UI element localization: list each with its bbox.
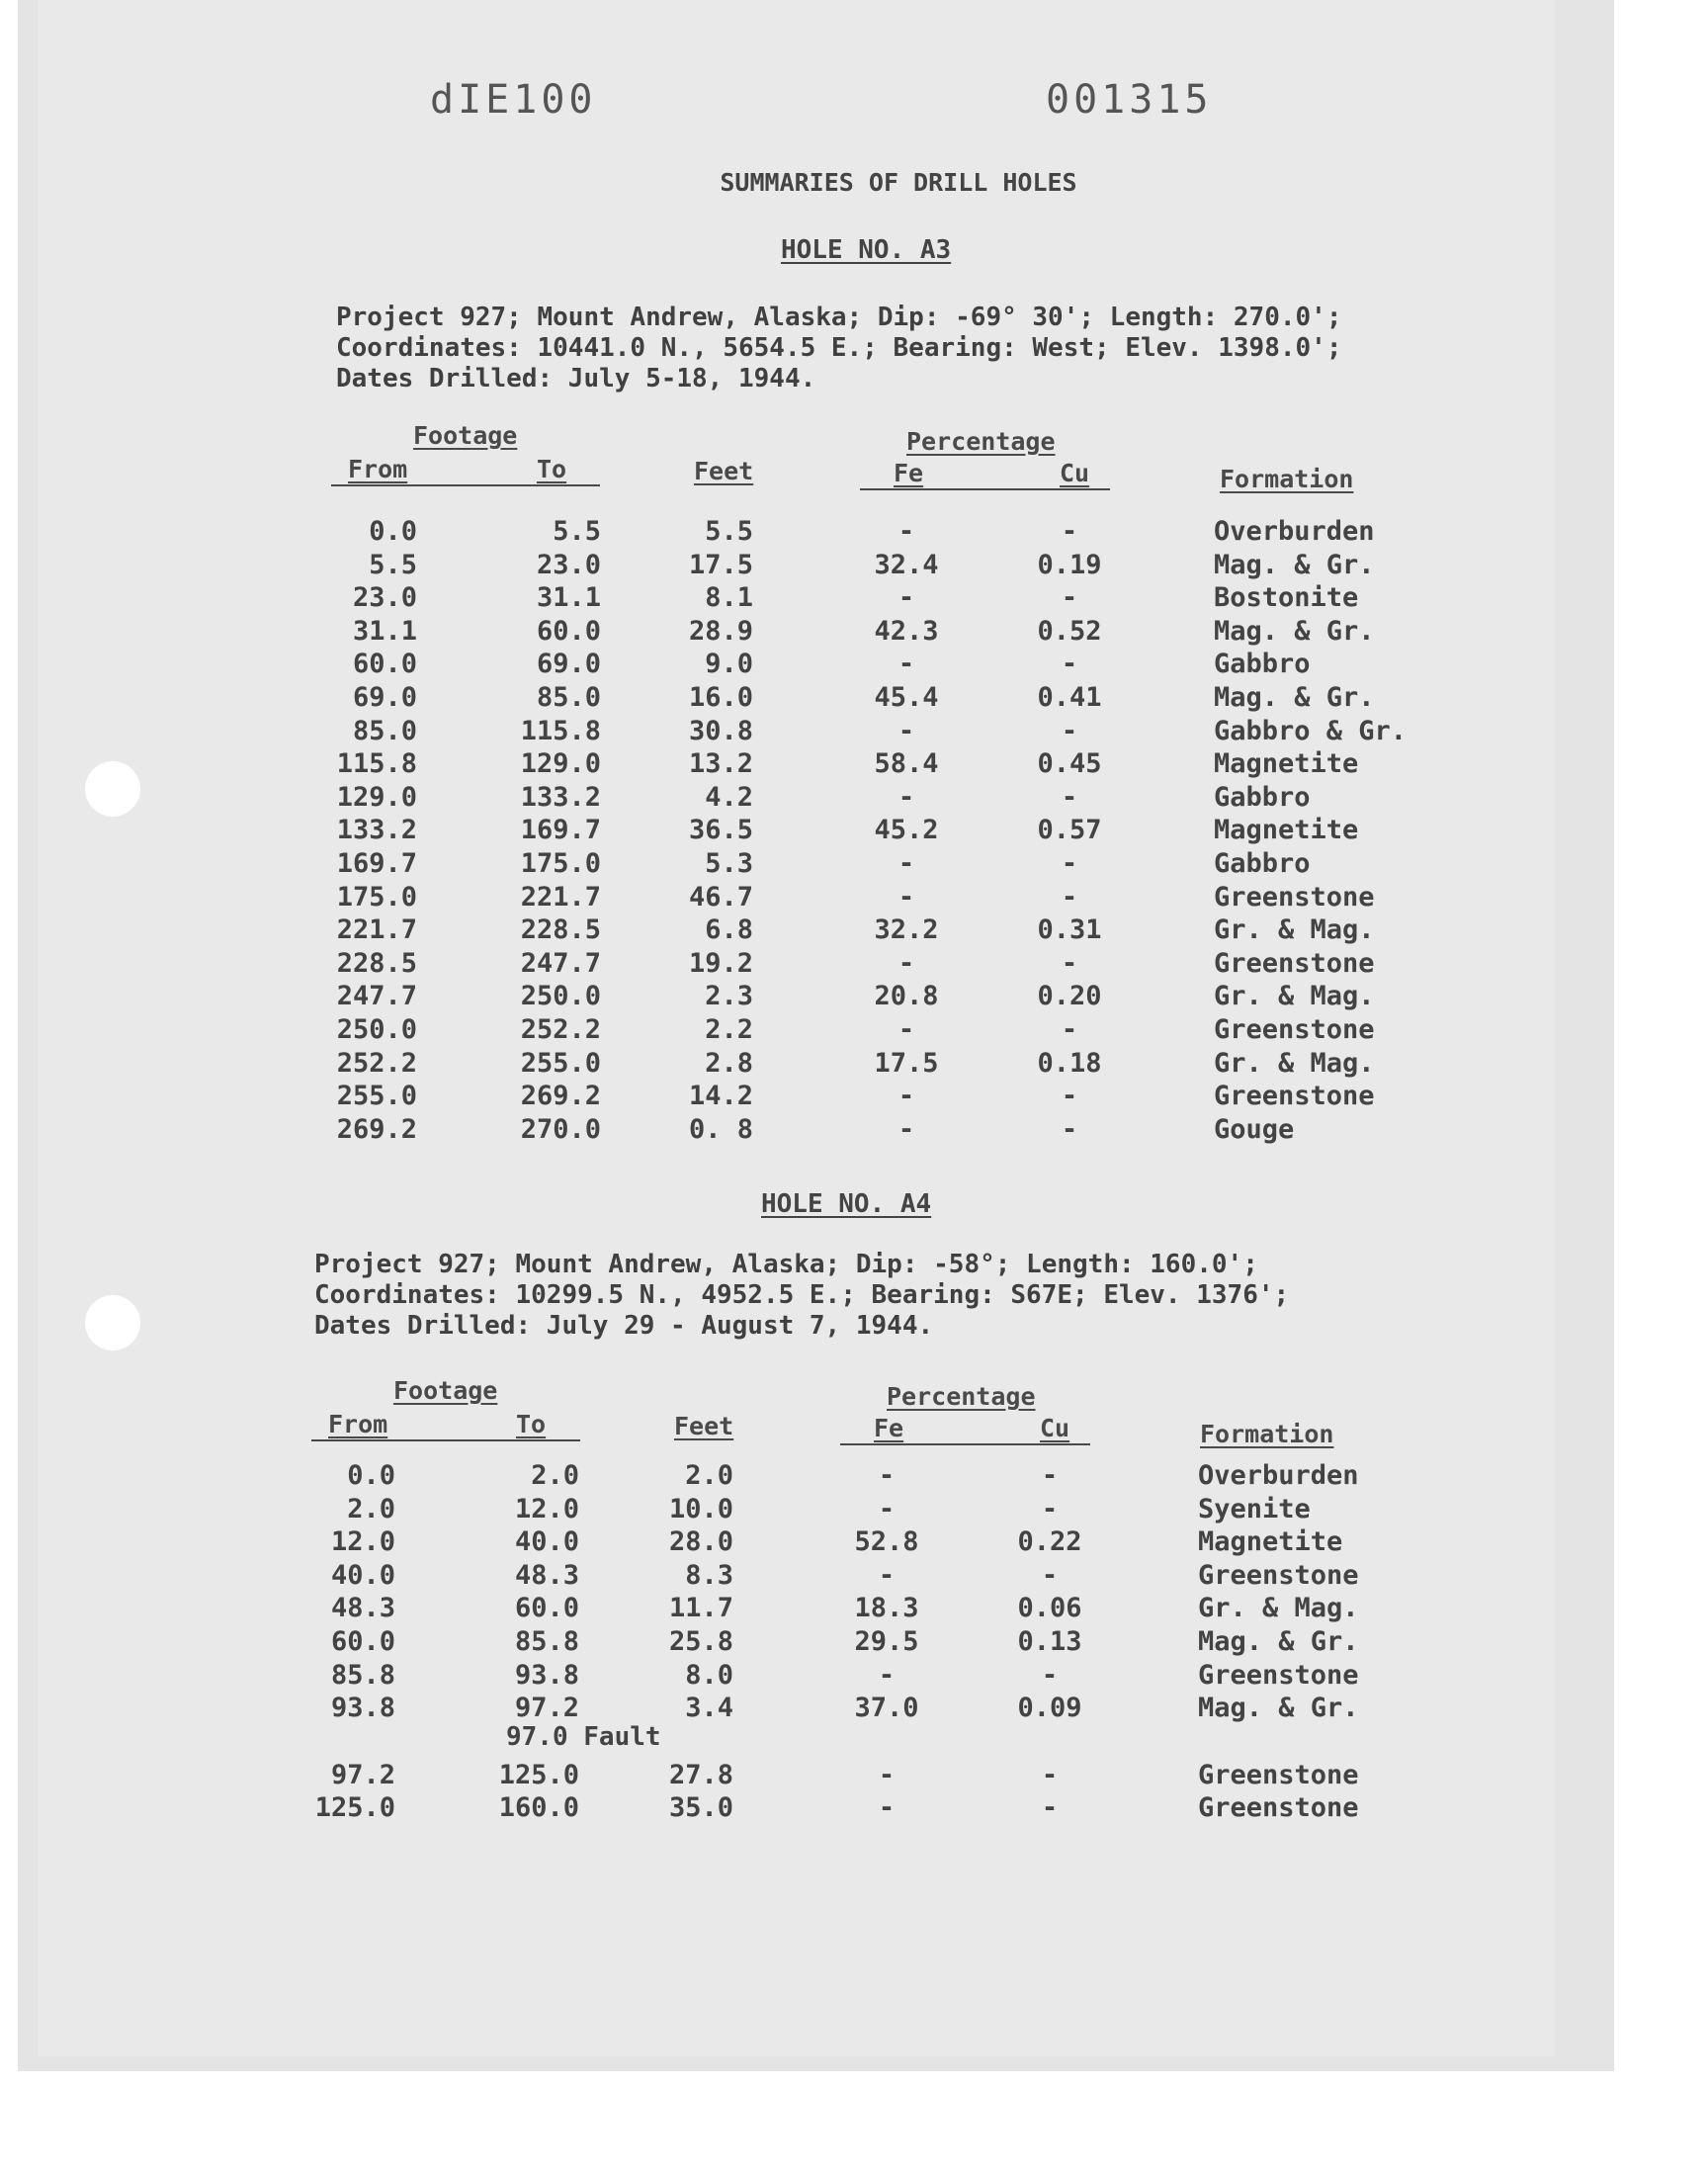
- cell-formation: Gouge: [1214, 1113, 1295, 1145]
- cell-to: 31.1: [536, 582, 601, 614]
- cell-from: 0.0: [369, 516, 417, 547]
- cell-fe: -: [878, 1759, 896, 1790]
- cell-to: 160.0: [498, 1792, 579, 1824]
- cell-from: 125.0: [314, 1792, 395, 1824]
- cell-fe: -: [878, 1493, 896, 1524]
- cell-formation: Mag. & Gr.: [1198, 1693, 1359, 1724]
- cell-to: 40.0: [514, 1526, 579, 1558]
- hole-a4-formation-header: Formation: [1200, 1420, 1334, 1448]
- table-row: [0, 1760, 1708, 1792]
- cell-to: 93.8: [514, 1659, 579, 1691]
- hole-a3-percentage-header: Percentage: [906, 427, 1056, 456]
- hole-a3-fe-header: Fe: [894, 459, 924, 487]
- cell-from: 60.0: [330, 1626, 395, 1657]
- hole-a4-info-line: Project 927; Mount Andrew, Alaska; Dip: -58°; Length: 160.0';: [314, 1250, 1258, 1279]
- cell-cu: 0.52: [1037, 615, 1102, 647]
- cell-feet: 5.5: [705, 516, 753, 547]
- cell-feet: 27.8: [668, 1759, 733, 1790]
- cell-feet: 2.0: [685, 1460, 733, 1491]
- cell-formation: Mag. & Gr.: [1214, 549, 1375, 580]
- cell-fe: -: [897, 1081, 915, 1112]
- cell-feet: 28.9: [688, 615, 753, 647]
- cell-formation: Greenstone: [1198, 1559, 1359, 1591]
- cell-fe: -: [878, 1460, 896, 1491]
- table-row: [0, 782, 1708, 815]
- cell-fe: -: [897, 582, 915, 614]
- cell-from: 252.2: [336, 1047, 417, 1079]
- hole-a4-info: [314, 1250, 1289, 1342]
- cell-formation: Greenstone: [1198, 1659, 1359, 1691]
- cell-from: 12.0: [330, 1526, 395, 1558]
- cell-cu: 0.13: [1017, 1626, 1082, 1657]
- table-row: [0, 1526, 1708, 1559]
- cell-cu: 0.45: [1037, 748, 1102, 780]
- cell-fe: 37.0: [854, 1693, 919, 1724]
- cell-feet: 13.2: [688, 748, 753, 780]
- cell-fe: 32.2: [874, 914, 939, 946]
- table-row: [0, 981, 1708, 1013]
- table-row: [0, 649, 1708, 681]
- cell-from: 69.0: [352, 682, 417, 713]
- cell-cu: -: [1061, 848, 1078, 879]
- cell-formation: Magnetite: [1198, 1526, 1343, 1558]
- cell-cu: 0.06: [1017, 1593, 1082, 1624]
- table-row: [0, 1081, 1708, 1113]
- cell-from: 221.7: [336, 914, 417, 946]
- cell-fe: 42.3: [874, 615, 939, 647]
- cell-cu: -: [1041, 1559, 1059, 1591]
- cell-from: 85.0: [352, 715, 417, 746]
- cell-cu: -: [1061, 881, 1078, 913]
- cell-fe: 52.8: [854, 1526, 919, 1558]
- cell-to: 133.2: [520, 781, 601, 813]
- cell-from: 0.0: [347, 1460, 395, 1491]
- hole-a3-title: HOLE NO. A3: [781, 235, 952, 265]
- cell-formation: Gr. & Mag.: [1214, 1047, 1375, 1079]
- cell-feet: 28.0: [668, 1526, 733, 1558]
- cell-to: 169.7: [520, 815, 601, 846]
- cell-feet: 25.8: [668, 1626, 733, 1657]
- hole-a3-info-line: Project 927; Mount Andrew, Alaska; Dip: -69° 30'; Length: 270.0';: [336, 303, 1342, 332]
- page-title: SUMMARIES OF DRILL HOLES: [720, 168, 1077, 197]
- cell-cu: 0.41: [1037, 682, 1102, 713]
- cell-feet: 19.2: [688, 947, 753, 979]
- cell-to: 85.0: [536, 682, 601, 713]
- cell-fe: 20.8: [874, 981, 939, 1012]
- cell-from: 115.8: [336, 748, 417, 780]
- cell-feet: 8.0: [685, 1659, 733, 1691]
- cell-cu: 0.19: [1037, 549, 1102, 580]
- cell-feet: 46.7: [688, 881, 753, 913]
- doc-id-left: dIE100: [430, 77, 597, 123]
- cell-to: 250.0: [520, 981, 601, 1012]
- table-row: [0, 1660, 1708, 1693]
- cell-from: 228.5: [336, 947, 417, 979]
- cell-cu: -: [1061, 582, 1078, 614]
- cell-cu: 0.22: [1017, 1526, 1082, 1558]
- cell-from: 40.0: [330, 1559, 395, 1591]
- cell-formation: Greenstone: [1214, 1014, 1375, 1045]
- table-row: [0, 1048, 1708, 1081]
- table-row: [0, 616, 1708, 649]
- fault-label: Fault: [583, 1722, 661, 1752]
- cell-fe: 45.2: [874, 815, 939, 846]
- hole-a4-fe-header: Fe: [874, 1414, 904, 1442]
- cell-to: 247.7: [520, 947, 601, 979]
- cell-from: 169.7: [336, 848, 417, 879]
- cell-formation: Overburden: [1214, 516, 1375, 547]
- cell-to: 23.0: [536, 549, 601, 580]
- cell-feet: 2.3: [705, 981, 753, 1012]
- cell-to: 2.0: [531, 1460, 579, 1491]
- cell-cu: 0.09: [1017, 1693, 1082, 1724]
- hole-a3-feet-header: Feet: [694, 457, 754, 485]
- cell-feet: 11.7: [668, 1593, 733, 1624]
- fault-depth: 97.0: [506, 1722, 568, 1752]
- cell-formation: Overburden: [1198, 1460, 1359, 1491]
- cell-cu: -: [1041, 1792, 1059, 1824]
- hole-a4-from-header: From: [328, 1410, 388, 1438]
- cell-from: 250.0: [336, 1014, 417, 1045]
- hole-a4-info-line: Coordinates: 10299.5 N., 4952.5 E.; Bearing: S67E; Elev. 1376';: [314, 1280, 1290, 1310]
- cell-formation: Mag. & Gr.: [1214, 682, 1375, 713]
- cell-to: 125.0: [498, 1759, 579, 1790]
- cell-from: 133.2: [336, 815, 417, 846]
- cell-from: 269.2: [336, 1113, 417, 1145]
- cell-fe: -: [897, 947, 915, 979]
- cell-from: 31.1: [352, 615, 417, 647]
- hole-a3-info-line: Coordinates: 10441.0 N., 5654.5 E.; Bearing: West; Elev. 1398.0';: [336, 333, 1342, 363]
- cell-cu: -: [1061, 947, 1078, 979]
- cell-to: 5.5: [553, 516, 601, 547]
- cell-fe: 58.4: [874, 748, 939, 780]
- cell-to: 270.0: [520, 1113, 601, 1145]
- cell-cu: -: [1061, 516, 1078, 547]
- cell-cu: -: [1041, 1493, 1059, 1524]
- cell-formation: Gabbro: [1214, 781, 1311, 813]
- cell-formation: Gr. & Mag.: [1214, 981, 1375, 1012]
- hole-a3-formation-header: Formation: [1220, 465, 1354, 493]
- table-row: [0, 550, 1708, 582]
- cell-cu: -: [1041, 1659, 1059, 1691]
- cell-feet: 8.1: [705, 582, 753, 614]
- cell-formation: Mag. & Gr.: [1214, 615, 1375, 647]
- cell-cu: -: [1061, 715, 1078, 746]
- hole-a3-info: [336, 303, 1341, 394]
- cell-formation: Greenstone: [1214, 1081, 1375, 1112]
- cell-feet: 0. 8: [688, 1113, 753, 1145]
- cell-cu: 0.31: [1037, 914, 1102, 946]
- cell-from: 85.8: [330, 1659, 395, 1691]
- table-row: [0, 948, 1708, 981]
- table-row: [0, 848, 1708, 881]
- table-row: [0, 914, 1708, 947]
- cell-to: 221.7: [520, 881, 601, 913]
- table-row: [0, 748, 1708, 781]
- hole-a4-footage-header: Footage: [393, 1376, 498, 1405]
- cell-fe: -: [878, 1659, 896, 1691]
- cell-from: 255.0: [336, 1081, 417, 1112]
- cell-formation: Magnetite: [1214, 815, 1359, 846]
- hole-a4-feet-header: Feet: [674, 1412, 734, 1440]
- cell-from: 2.0: [347, 1493, 395, 1524]
- cell-cu: 0.20: [1037, 981, 1102, 1012]
- cell-fe: -: [897, 516, 915, 547]
- cell-formation: Gr. & Mag.: [1214, 914, 1375, 946]
- cell-cu: -: [1061, 649, 1078, 680]
- table-row: [0, 516, 1708, 549]
- cell-fe: 18.3: [854, 1593, 919, 1624]
- table-row: [0, 815, 1708, 847]
- punch-hole-lower: [85, 1295, 140, 1350]
- cell-from: 97.2: [330, 1759, 395, 1790]
- cell-from: 93.8: [330, 1693, 395, 1724]
- hole-a3-from-header: From: [348, 455, 408, 483]
- cell-formation: Magnetite: [1214, 748, 1359, 780]
- cell-feet: 4.2: [705, 781, 753, 813]
- cell-from: 5.5: [369, 549, 417, 580]
- cell-feet: 8.3: [685, 1559, 733, 1591]
- cell-fe: -: [897, 1113, 915, 1145]
- table-row: [0, 582, 1708, 615]
- cell-cu: -: [1061, 1014, 1078, 1045]
- cell-formation: Mag. & Gr.: [1198, 1626, 1359, 1657]
- table-row: [0, 1593, 1708, 1625]
- hole-a3-percentage-rule: [860, 488, 1110, 490]
- cell-to: 129.0: [520, 748, 601, 780]
- cell-fe: 45.4: [874, 682, 939, 713]
- cell-feet: 14.2: [688, 1081, 753, 1112]
- hole-a4-cu-header: Cu: [1040, 1414, 1070, 1442]
- cell-fe: -: [897, 649, 915, 680]
- cell-from: 129.0: [336, 781, 417, 813]
- table-row: [0, 1494, 1708, 1526]
- cell-formation: Greenstone: [1198, 1759, 1359, 1790]
- hole-a3-cu-header: Cu: [1060, 459, 1090, 487]
- cell-cu: -: [1061, 781, 1078, 813]
- cell-feet: 36.5: [688, 815, 753, 846]
- cell-formation: Greenstone: [1214, 881, 1375, 913]
- cell-to: 228.5: [520, 914, 601, 946]
- cell-from: 247.7: [336, 981, 417, 1012]
- cell-to: 115.8: [520, 715, 601, 746]
- table-row: [0, 682, 1708, 715]
- cell-formation: Gabbro: [1214, 848, 1311, 879]
- hole-a3-footage-header: Footage: [413, 421, 518, 450]
- cell-feet: 9.0: [705, 649, 753, 680]
- cell-feet: 5.3: [705, 848, 753, 879]
- cell-fe: -: [897, 781, 915, 813]
- cell-feet: 30.8: [688, 715, 753, 746]
- cell-fe: -: [897, 881, 915, 913]
- cell-to: 48.3: [514, 1559, 579, 1591]
- cell-formation: Gabbro: [1214, 649, 1311, 680]
- cell-to: 60.0: [514, 1593, 579, 1624]
- hole-a4-percentage-header: Percentage: [887, 1382, 1036, 1411]
- cell-cu: 0.18: [1037, 1047, 1102, 1079]
- table-row: [0, 1460, 1708, 1493]
- cell-feet: 3.4: [685, 1693, 733, 1724]
- cell-to: 85.8: [514, 1626, 579, 1657]
- hole-a4-footage-rule: [311, 1439, 580, 1441]
- cell-fe: 17.5: [874, 1047, 939, 1079]
- cell-cu: -: [1061, 1113, 1078, 1145]
- cell-to: 60.0: [536, 615, 601, 647]
- table-row: [0, 1693, 1708, 1725]
- hole-a4-title: HOLE NO. A4: [761, 1189, 932, 1219]
- cell-formation: Syenite: [1198, 1493, 1311, 1524]
- cell-cu: -: [1041, 1460, 1059, 1491]
- cell-fe: -: [897, 715, 915, 746]
- cell-cu: -: [1041, 1759, 1059, 1790]
- cell-feet: 2.8: [705, 1047, 753, 1079]
- cell-from: 60.0: [352, 649, 417, 680]
- cell-feet: 35.0: [668, 1792, 733, 1824]
- hole-a3-to-header: To: [537, 455, 567, 483]
- cell-to: 97.2: [514, 1693, 579, 1724]
- cell-to: 255.0: [520, 1047, 601, 1079]
- hole-a4-percentage-rule: [840, 1443, 1090, 1445]
- table-row: [0, 882, 1708, 914]
- cell-fe: -: [897, 848, 915, 879]
- cell-fe: 32.4: [874, 549, 939, 580]
- table-row: [0, 1560, 1708, 1593]
- cell-feet: 16.0: [688, 682, 753, 713]
- cell-formation: Gr. & Mag.: [1198, 1593, 1359, 1624]
- table-row: [0, 1014, 1708, 1047]
- cell-formation: Gabbro & Gr.: [1214, 715, 1408, 746]
- cell-to: 252.2: [520, 1014, 601, 1045]
- hole-a4-info-line: Dates Drilled: July 29 - August 7, 1944.: [314, 1311, 934, 1341]
- doc-id-right: 001315: [1046, 77, 1213, 123]
- table-row: [0, 716, 1708, 748]
- cell-fe: -: [878, 1792, 896, 1824]
- cell-cu: -: [1061, 1081, 1078, 1112]
- fault-note: [506, 1722, 661, 1752]
- cell-feet: 17.5: [688, 549, 753, 580]
- cell-from: 23.0: [352, 582, 417, 614]
- cell-to: 69.0: [536, 649, 601, 680]
- cell-feet: 6.8: [705, 914, 753, 946]
- cell-to: 269.2: [520, 1081, 601, 1112]
- hole-a3-footage-rule: [331, 484, 600, 486]
- table-row: [0, 1626, 1708, 1659]
- cell-fe: -: [878, 1559, 896, 1591]
- hole-a3-info-line: Dates Drilled: July 5-18, 1944.: [336, 364, 816, 393]
- table-row: [0, 1114, 1708, 1147]
- cell-feet: 10.0: [668, 1493, 733, 1524]
- hole-a4-to-header: To: [516, 1410, 547, 1438]
- cell-formation: Greenstone: [1214, 947, 1375, 979]
- table-row: [0, 1792, 1708, 1825]
- cell-from: 175.0: [336, 881, 417, 913]
- cell-fe: 29.5: [854, 1626, 919, 1657]
- cell-formation: Greenstone: [1198, 1792, 1359, 1824]
- cell-to: 12.0: [514, 1493, 579, 1524]
- cell-fe: -: [897, 1014, 915, 1045]
- cell-cu: 0.57: [1037, 815, 1102, 846]
- cell-to: 175.0: [520, 848, 601, 879]
- cell-formation: Bostonite: [1214, 582, 1359, 614]
- cell-from: 48.3: [330, 1593, 395, 1624]
- cell-feet: 2.2: [705, 1014, 753, 1045]
